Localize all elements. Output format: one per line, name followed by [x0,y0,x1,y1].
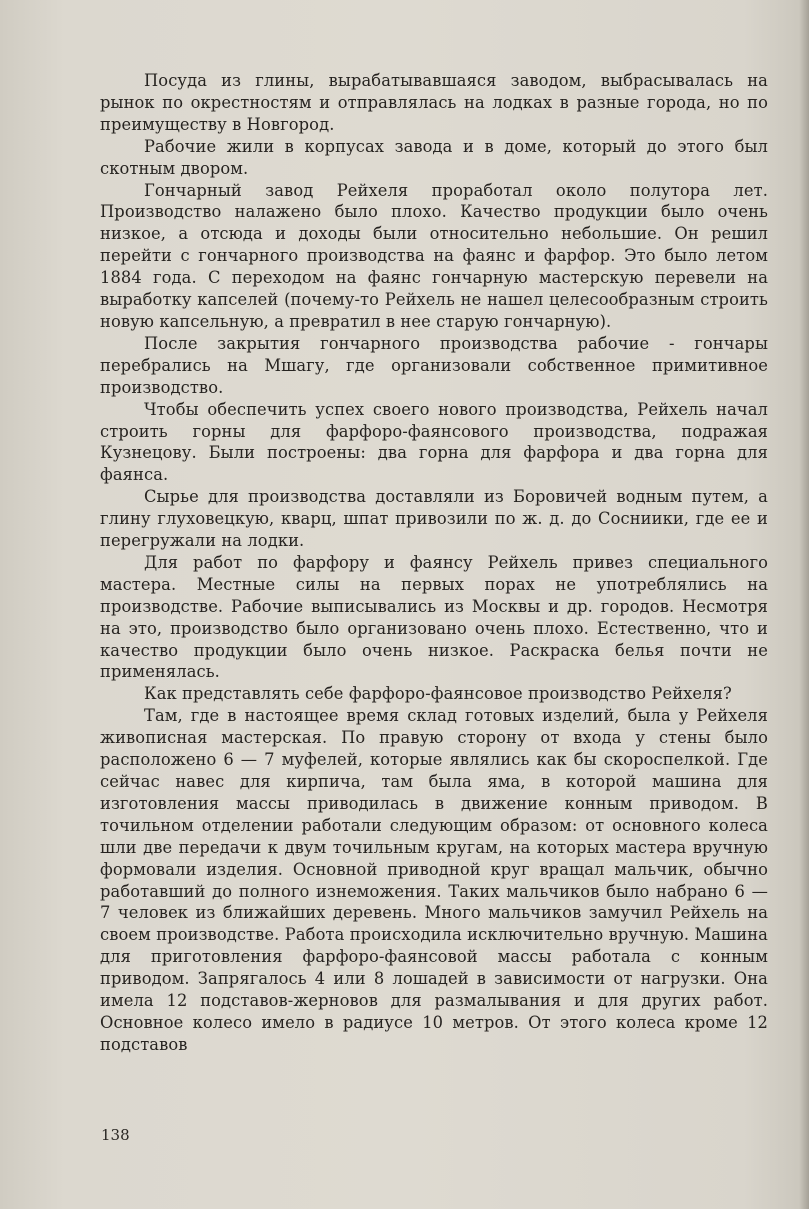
text-block [100,70,768,1056]
page-number: 138 [101,1126,130,1144]
paragraph-4: После закрытия гончарного производства рабочие - гончары перебрались на Мшагу, где организовали собственное примитивное производство. [100,333,768,397]
paragraph-8: Как представлять себе фарфоро-фаянсовое производство Рейхеля? [144,684,732,704]
page-edge-shadow [799,0,809,1209]
paragraph-1: Посуда из глины, вырабатывавшаяся заводом, выбрасывалась на рынок по окрестностям и отправлялась на лодках в разные города, но по преимуществу в Новгород. [100,71,768,134]
paragraph-6: Сырье для производства доставляли из Боровичей водным путем, а глину глуховецкую, кварц, шпат привозили по ж. д. до Сосниики, где ее и перегружали на лодки. [100,487,768,551]
paragraph-3: Гончарный завод Рейхеля проработал около полутора лет. Производство налажено было плохо. Качество продукции было очень низкое, а отсюда и доходы были относительно небольшие. Он решил перейти с гончарного производства на фаянс и фарфор. Это было летом 1884 года. С переходом на фаянс гончарную мастерскую перевели на выработку капселей (почему-то Рейхель не нашел целесообразным строить новую капсельную, а превратил в нее старую гончарную). [100,180,768,331]
paragraph-7: Для работ по фарфору и фаянсу Рейхель привез специального мастера. Местные силы на первых порах не употреблялись на производстве. Рабочие выписывались из Москвы и др. городов. Несмотря на это, производство было организовано очень плохо. Естественно, что и качество продукции было очень низкое. Раскраска белья почти не применялась. [100,552,768,682]
paragraph-5: Чтобы обеспечить успех своего нового производства, Рейхель начал строить горны для фарфоро-фаянсового производства, подражая Кузнецову. Были построены: два горна для фарфора и два горна для фаянса. [100,399,768,485]
paragraph-2: Рабочие жили в корпусах завода и в доме, который до этого был скотным двором. [100,136,768,178]
paragraph-9: Там, где в настоящее время склад готовых изделий, была у Рейхеля живописная мастерская. По правую сторону от входа у стены было расположено 6 — 7 муфелей, которые являлись как бы скороспелкой. Где сейчас навес для кирпича, там была яма, в которой машина для изготовления массы приводилась в движение конным приводом. В точильном отделении работали следующим образом: от основного колеса шли две передачи к двум точильным кругам, на которых мастера вручную формовали изделия. Основной приводной круг вращал мальчик, обычно работавший до полного изнеможения. Таких мальчиков было набрано 6 — 7 человек из ближайших деревень. Много мальчиков замучил Рейхель на своем производстве. Работа происходила исключительно вручную. Машина для приготовления фарфоро-фаянсовой массы работала с конным приводом. Запрягалось 4 или 8 лошадей в зависимости от нагрузки. Она имела 12 подставов-жерновов для размалывания и для других работ. Основное колесо имело в радиусе 10 метров. От этого колеса кроме 12 подставов [100,706,768,1054]
